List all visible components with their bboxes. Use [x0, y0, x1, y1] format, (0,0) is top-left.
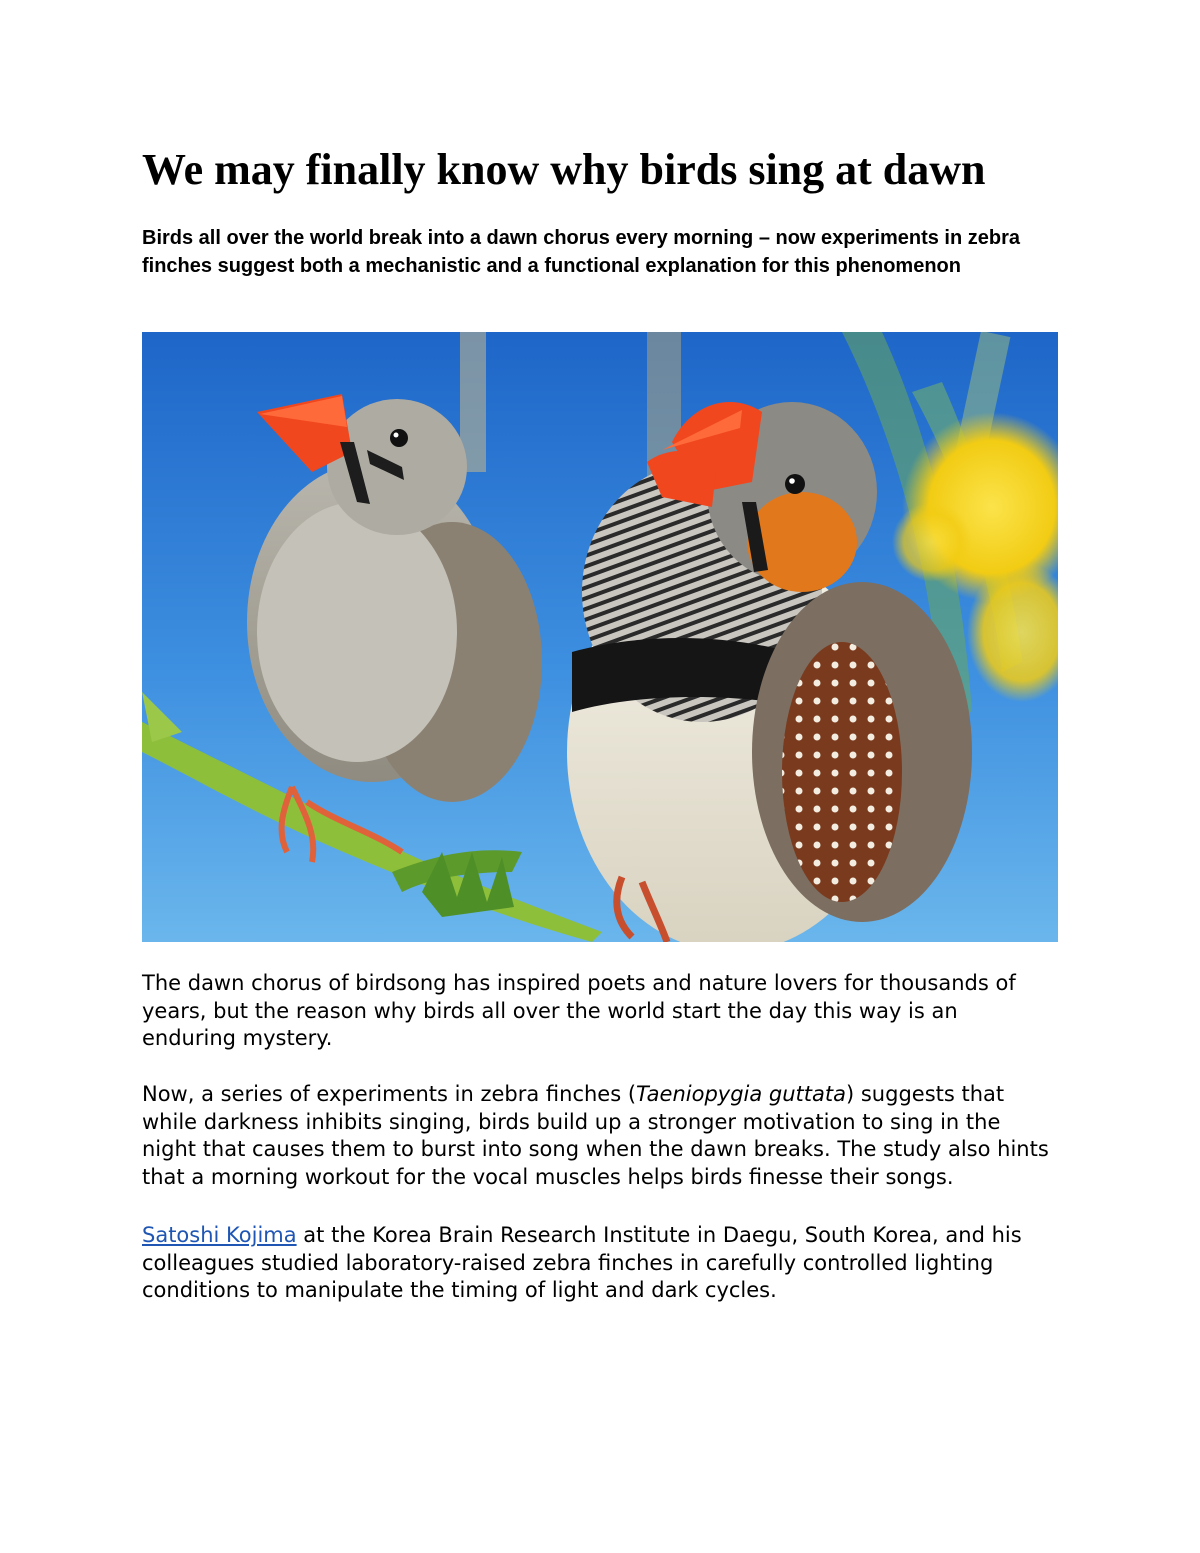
paragraph-2-rest: ) suggests that while darkness inhibits singing, birds build up a stronger motivation to sing in the night that causes them to burst into song when the dawn breaks. The study also hints that a morning workout for the vocal muscles helps birds finesse their songs.: [142, 1082, 1049, 1189]
article-standfirst: Birds all over the world break into a dawn chorus every morning – now experiments in zebra finches suggest both a mechanistic and a functional explanation for this phenomenon: [142, 227, 1021, 277]
zebra-finches-photo: [142, 332, 1058, 942]
paragraph-3: [142, 1222, 1058, 1305]
satoshi-kojima-link[interactable]: Satoshi Kojima: [142, 1223, 297, 1247]
paragraph-3-rest: at the Korea Brain Research Institute in Daegu, South Korea, and his colleagues studied laboratory-raised zebra finches in carefully controlled lighting conditions to manipulate the timing of light and dark cycles.: [142, 1223, 1022, 1302]
paragraph-1: The dawn chorus of birdsong has inspired poets and nature lovers for thousands of years, but the reason why birds all over the world start the day this way is an enduring mystery.: [142, 971, 1016, 1050]
paragraph-2: [142, 1081, 1058, 1191]
article-title: We may finally know why birds sing at dawn: [142, 145, 986, 194]
species-name: Taeniopygia guttata: [636, 1082, 846, 1106]
paragraph-2-lead: Now, a series of experiments in zebra finches (: [142, 1082, 637, 1106]
